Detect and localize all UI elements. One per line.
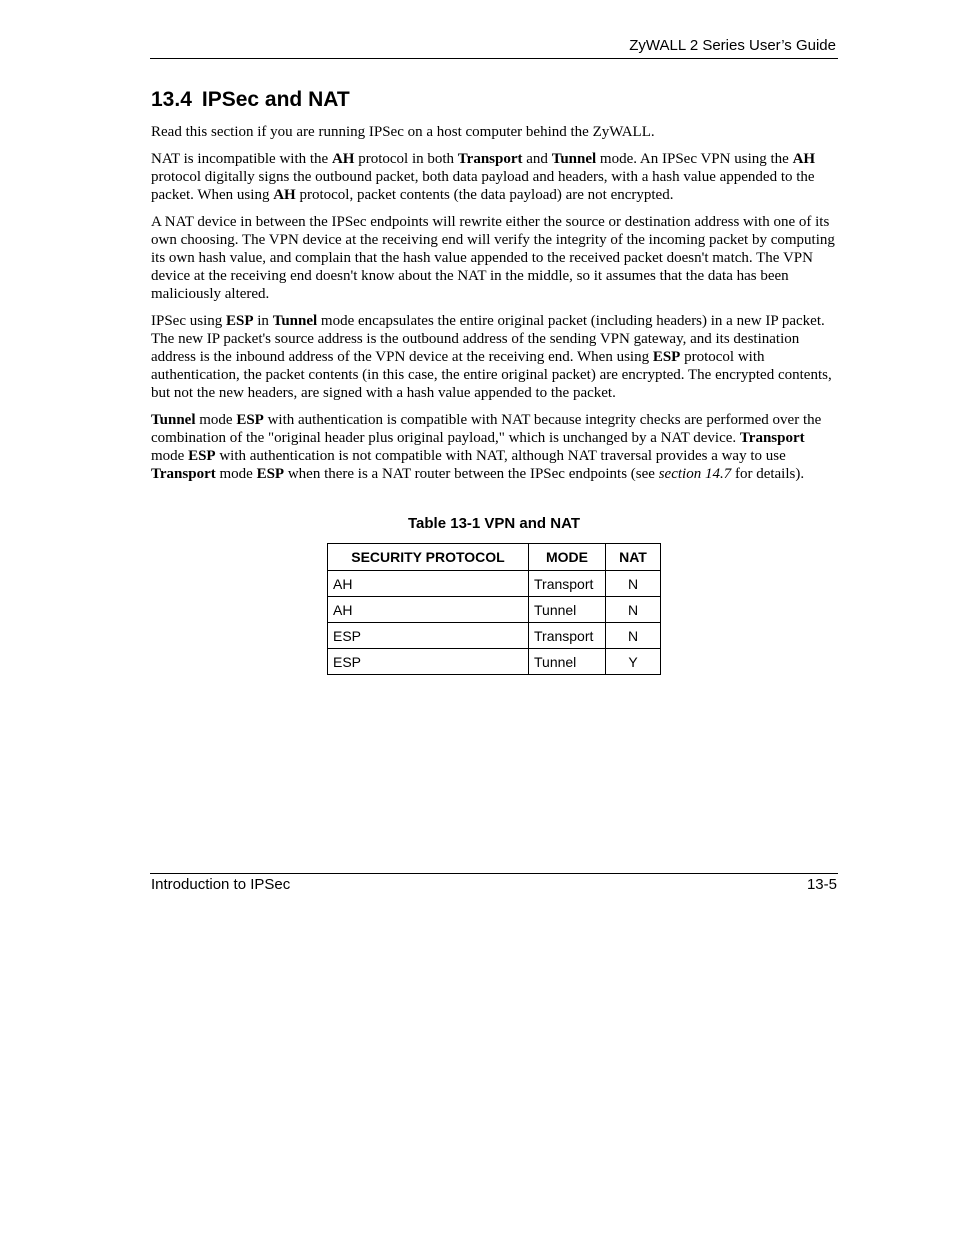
text-run: mode bbox=[195, 412, 237, 428]
text-run: protocol with authentication, the packet contents (in this case, the entire original packet) are encrypted. The encrypted contents, but not the new headers, are signed with a hash value appended to the packet. bbox=[151, 349, 832, 401]
footer-rule bbox=[150, 873, 838, 874]
cell-mode: Transport bbox=[529, 571, 606, 597]
section-heading bbox=[151, 88, 350, 112]
bold-term: AH bbox=[331, 151, 355, 167]
header-security-protocol: SECURITY PROTOCOL bbox=[328, 544, 529, 571]
cell-nat: N bbox=[606, 571, 661, 597]
text-run: IPSec using bbox=[151, 313, 226, 329]
cell-mode: Tunnel bbox=[529, 649, 606, 675]
bold-term: AH bbox=[792, 151, 816, 167]
text-run: Read this section if you are running IPSec on a host computer behind the ZyWALL. bbox=[151, 124, 655, 140]
table-row bbox=[328, 597, 661, 623]
cell-nat: N bbox=[606, 597, 661, 623]
bold-term: ESP bbox=[188, 448, 216, 464]
paragraph bbox=[151, 312, 835, 402]
bold-term: Tunnel bbox=[151, 412, 196, 428]
vpn-nat-table bbox=[327, 543, 661, 675]
text-run: with authentication is compatible with NAT because integrity checks are performed over the combination of the "original header plus original payload," which is unchanged by a NAT device. bbox=[151, 412, 822, 446]
header-rule bbox=[150, 58, 838, 59]
bold-term: Tunnel bbox=[272, 313, 318, 329]
bold-term: Transport bbox=[457, 151, 523, 167]
text-run: A NAT device in between the IPSec endpoints will rewrite either the source or destination address with one of its own choosing. The VPN device at the receiving end will verify the integrity of the incoming packet by computing its own hash value, and complain that the hash value appended to the received packet doesn't match. The VPN device at the receiving end doesn't know about the NAT in the middle, so it assumes that the data has been maliciously altered. bbox=[151, 214, 835, 302]
cell-nat: Y bbox=[606, 649, 661, 675]
paragraph bbox=[151, 411, 835, 483]
section-number: 13.4 bbox=[151, 88, 192, 111]
text-run: protocol, packet contents (the data payload) are not encrypted. bbox=[295, 187, 674, 203]
text-run: mode. An IPSec VPN using the bbox=[596, 151, 793, 167]
table-row bbox=[328, 623, 661, 649]
bold-term: ESP bbox=[226, 313, 254, 329]
text-run: and bbox=[522, 151, 552, 167]
bold-term: Transport bbox=[739, 430, 805, 446]
text-run: NAT is incompatible with the bbox=[151, 151, 332, 167]
cross-reference: section 14.7 bbox=[658, 466, 732, 482]
bold-term: Tunnel bbox=[551, 151, 597, 167]
text-run: mode encapsulates the entire original packet (including headers) in a new IP packet. The new IP packet's source address is the outbound address of the sending VPN gateway, and its destination address is the inbound address of the VPN device at the receiving end. When using bbox=[151, 313, 825, 365]
text-run: when there is a NAT router between the IPSec endpoints (see bbox=[284, 466, 659, 482]
cell-nat: N bbox=[606, 623, 661, 649]
text-run: mode bbox=[151, 448, 189, 464]
section-title: IPSec and NAT bbox=[201, 88, 350, 111]
bold-term: ESP bbox=[236, 412, 264, 428]
text-run: mode bbox=[215, 466, 257, 482]
bold-term: ESP bbox=[256, 466, 285, 482]
text-run: in bbox=[253, 313, 273, 329]
text-run: for details). bbox=[731, 466, 805, 482]
header-mode: MODE bbox=[529, 544, 606, 571]
table-row bbox=[328, 649, 661, 675]
table-row bbox=[328, 571, 661, 597]
header-nat: NAT bbox=[606, 544, 661, 571]
table-header-row bbox=[328, 544, 661, 571]
body-text bbox=[151, 123, 835, 492]
paragraph bbox=[151, 123, 835, 141]
text-run: protocol in both bbox=[354, 151, 458, 167]
cell-protocol: ESP bbox=[328, 623, 529, 649]
text-run: protocol digitally signs the outbound packet, both data payload and headers, with a hash value appended to the packet. When using bbox=[151, 169, 815, 203]
bold-term: ESP bbox=[652, 349, 681, 365]
footer-chapter: Introduction to IPSec bbox=[151, 876, 291, 893]
table-caption: Table 13-1 VPN and NAT bbox=[408, 515, 580, 532]
bold-term: AH bbox=[273, 187, 296, 203]
running-header: ZyWALL 2 Series User’s Guide bbox=[629, 37, 836, 54]
page-number: 13-5 bbox=[806, 876, 837, 893]
bold-term: Transport bbox=[151, 466, 216, 482]
paragraph bbox=[151, 150, 835, 204]
cell-protocol: ESP bbox=[328, 649, 529, 675]
cell-protocol: AH bbox=[328, 597, 529, 623]
text-run: with authentication is not compatible with NAT, although NAT traversal provides a way to use bbox=[215, 448, 786, 464]
cell-mode: Tunnel bbox=[529, 597, 606, 623]
cell-protocol: AH bbox=[328, 571, 529, 597]
cell-mode: Transport bbox=[529, 623, 606, 649]
paragraph bbox=[151, 213, 835, 303]
